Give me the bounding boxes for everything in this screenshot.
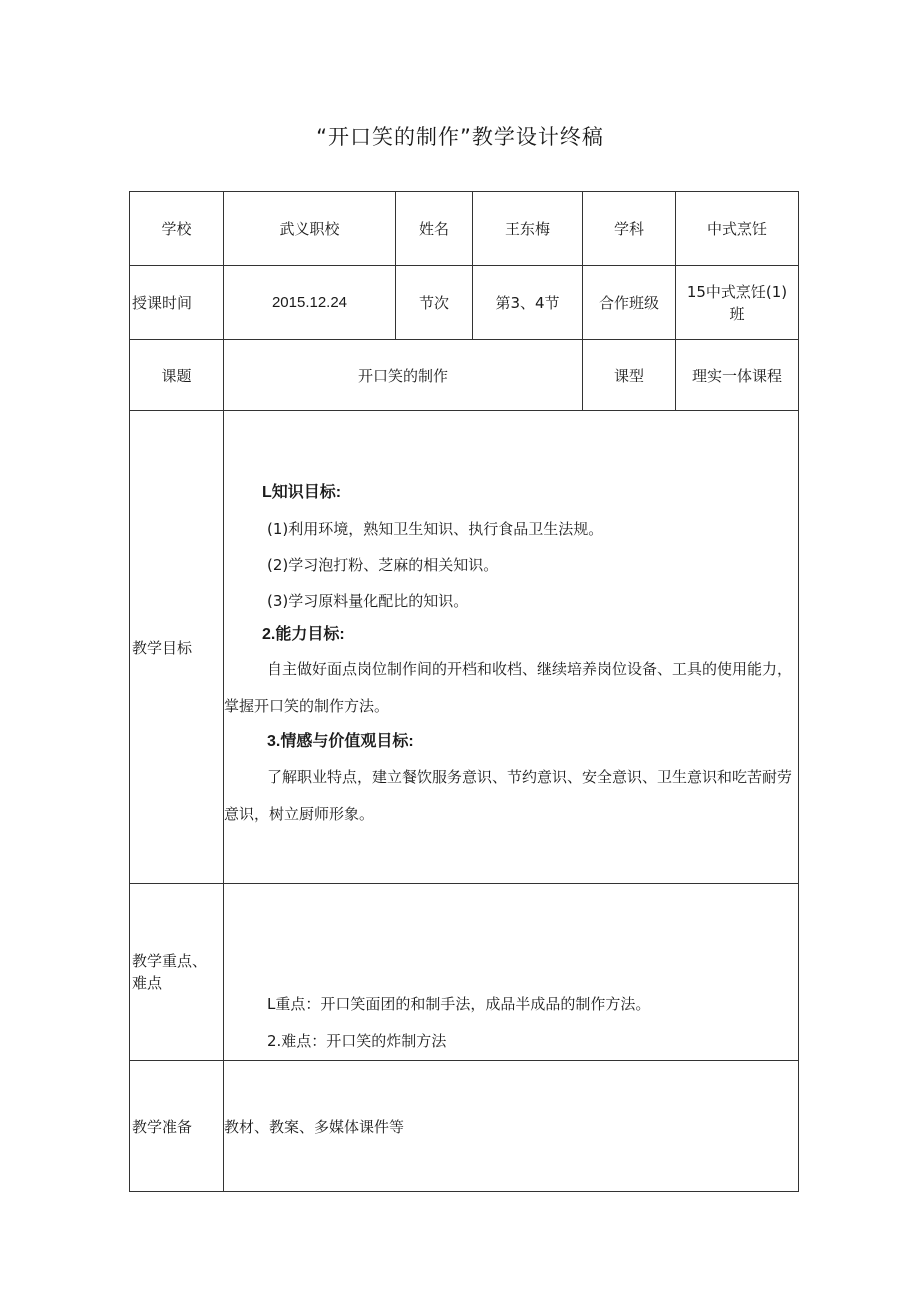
goals-content	[224, 411, 799, 884]
emotion-text: 了解职业特点，建立餐饮服务意识、节约意识、安全意识、卫生意识和吃苦耐劳意识，树立厨师形象。	[224, 768, 793, 823]
row-preparation	[130, 1061, 799, 1192]
row-key-points	[130, 884, 799, 1061]
name-label: 姓名	[396, 192, 473, 266]
page-title: “开口笑的制作”教学设计终稿	[316, 125, 604, 149]
subject-label: 学科	[583, 192, 676, 266]
knowledge-heading: L知识目标:	[262, 484, 342, 501]
ability-text: 自主做好面点岗位制作间的开档和收档、继续培养岗位设备、工具的使用能力，掌握开口笑的制作方法。	[224, 660, 793, 715]
period-label: 节次	[396, 266, 473, 340]
key-point: L重点：开口笑面团的和制手法，成品半成品的制作方法。	[267, 995, 651, 1013]
school-value: 武义职校	[224, 192, 396, 266]
ability-heading: 2.能力目标:	[262, 626, 345, 643]
key-points-content	[224, 884, 799, 1061]
emotion-heading: 3.情感与价值观目标:	[267, 733, 414, 750]
row-topic	[130, 340, 799, 411]
row-basic-info	[130, 192, 799, 266]
type-value: 理实一体课程	[676, 340, 799, 411]
class-value-line-1: 15中式烹饪(1)	[686, 282, 788, 301]
time-label: 授课时间	[130, 266, 224, 340]
class-value	[676, 266, 799, 340]
knowledge-item-2: (2)学习泡打粉、芝麻的相关知识。	[267, 556, 499, 574]
row-time-info	[130, 266, 799, 340]
type-label: 课型	[583, 340, 676, 411]
key-points-label-line-2: 难点	[132, 974, 163, 992]
preparation-label: 教学准备	[130, 1061, 224, 1192]
name-value: 王东梅	[473, 192, 583, 266]
key-points-label	[130, 884, 224, 1061]
period-value: 第3、4节	[473, 266, 583, 340]
topic-label: 课题	[130, 340, 224, 411]
knowledge-item-3: (3)学习原料量化配比的知识。	[267, 592, 469, 610]
knowledge-item-1: (1)利用环境，熟知卫生知识、执行食品卫生法规。	[267, 520, 604, 538]
class-label: 合作班级	[583, 266, 676, 340]
class-value-line-2: 班	[729, 304, 745, 323]
topic-value: 开口笑的制作	[224, 340, 583, 411]
subject-value: 中式烹饪	[676, 192, 799, 266]
time-value: 2015.12.24	[224, 266, 396, 340]
key-points-label-line-1: 教学重点、	[132, 952, 208, 970]
lesson-plan-table	[129, 191, 799, 1192]
goals-label: 教学目标	[130, 411, 224, 884]
school-label: 学校	[130, 192, 224, 266]
preparation-value: 教材、教案、多媒体课件等	[224, 1061, 799, 1192]
difficulty-point: 2.难点：开口笑的炸制方法	[267, 1032, 447, 1050]
row-teaching-goals	[130, 411, 799, 884]
